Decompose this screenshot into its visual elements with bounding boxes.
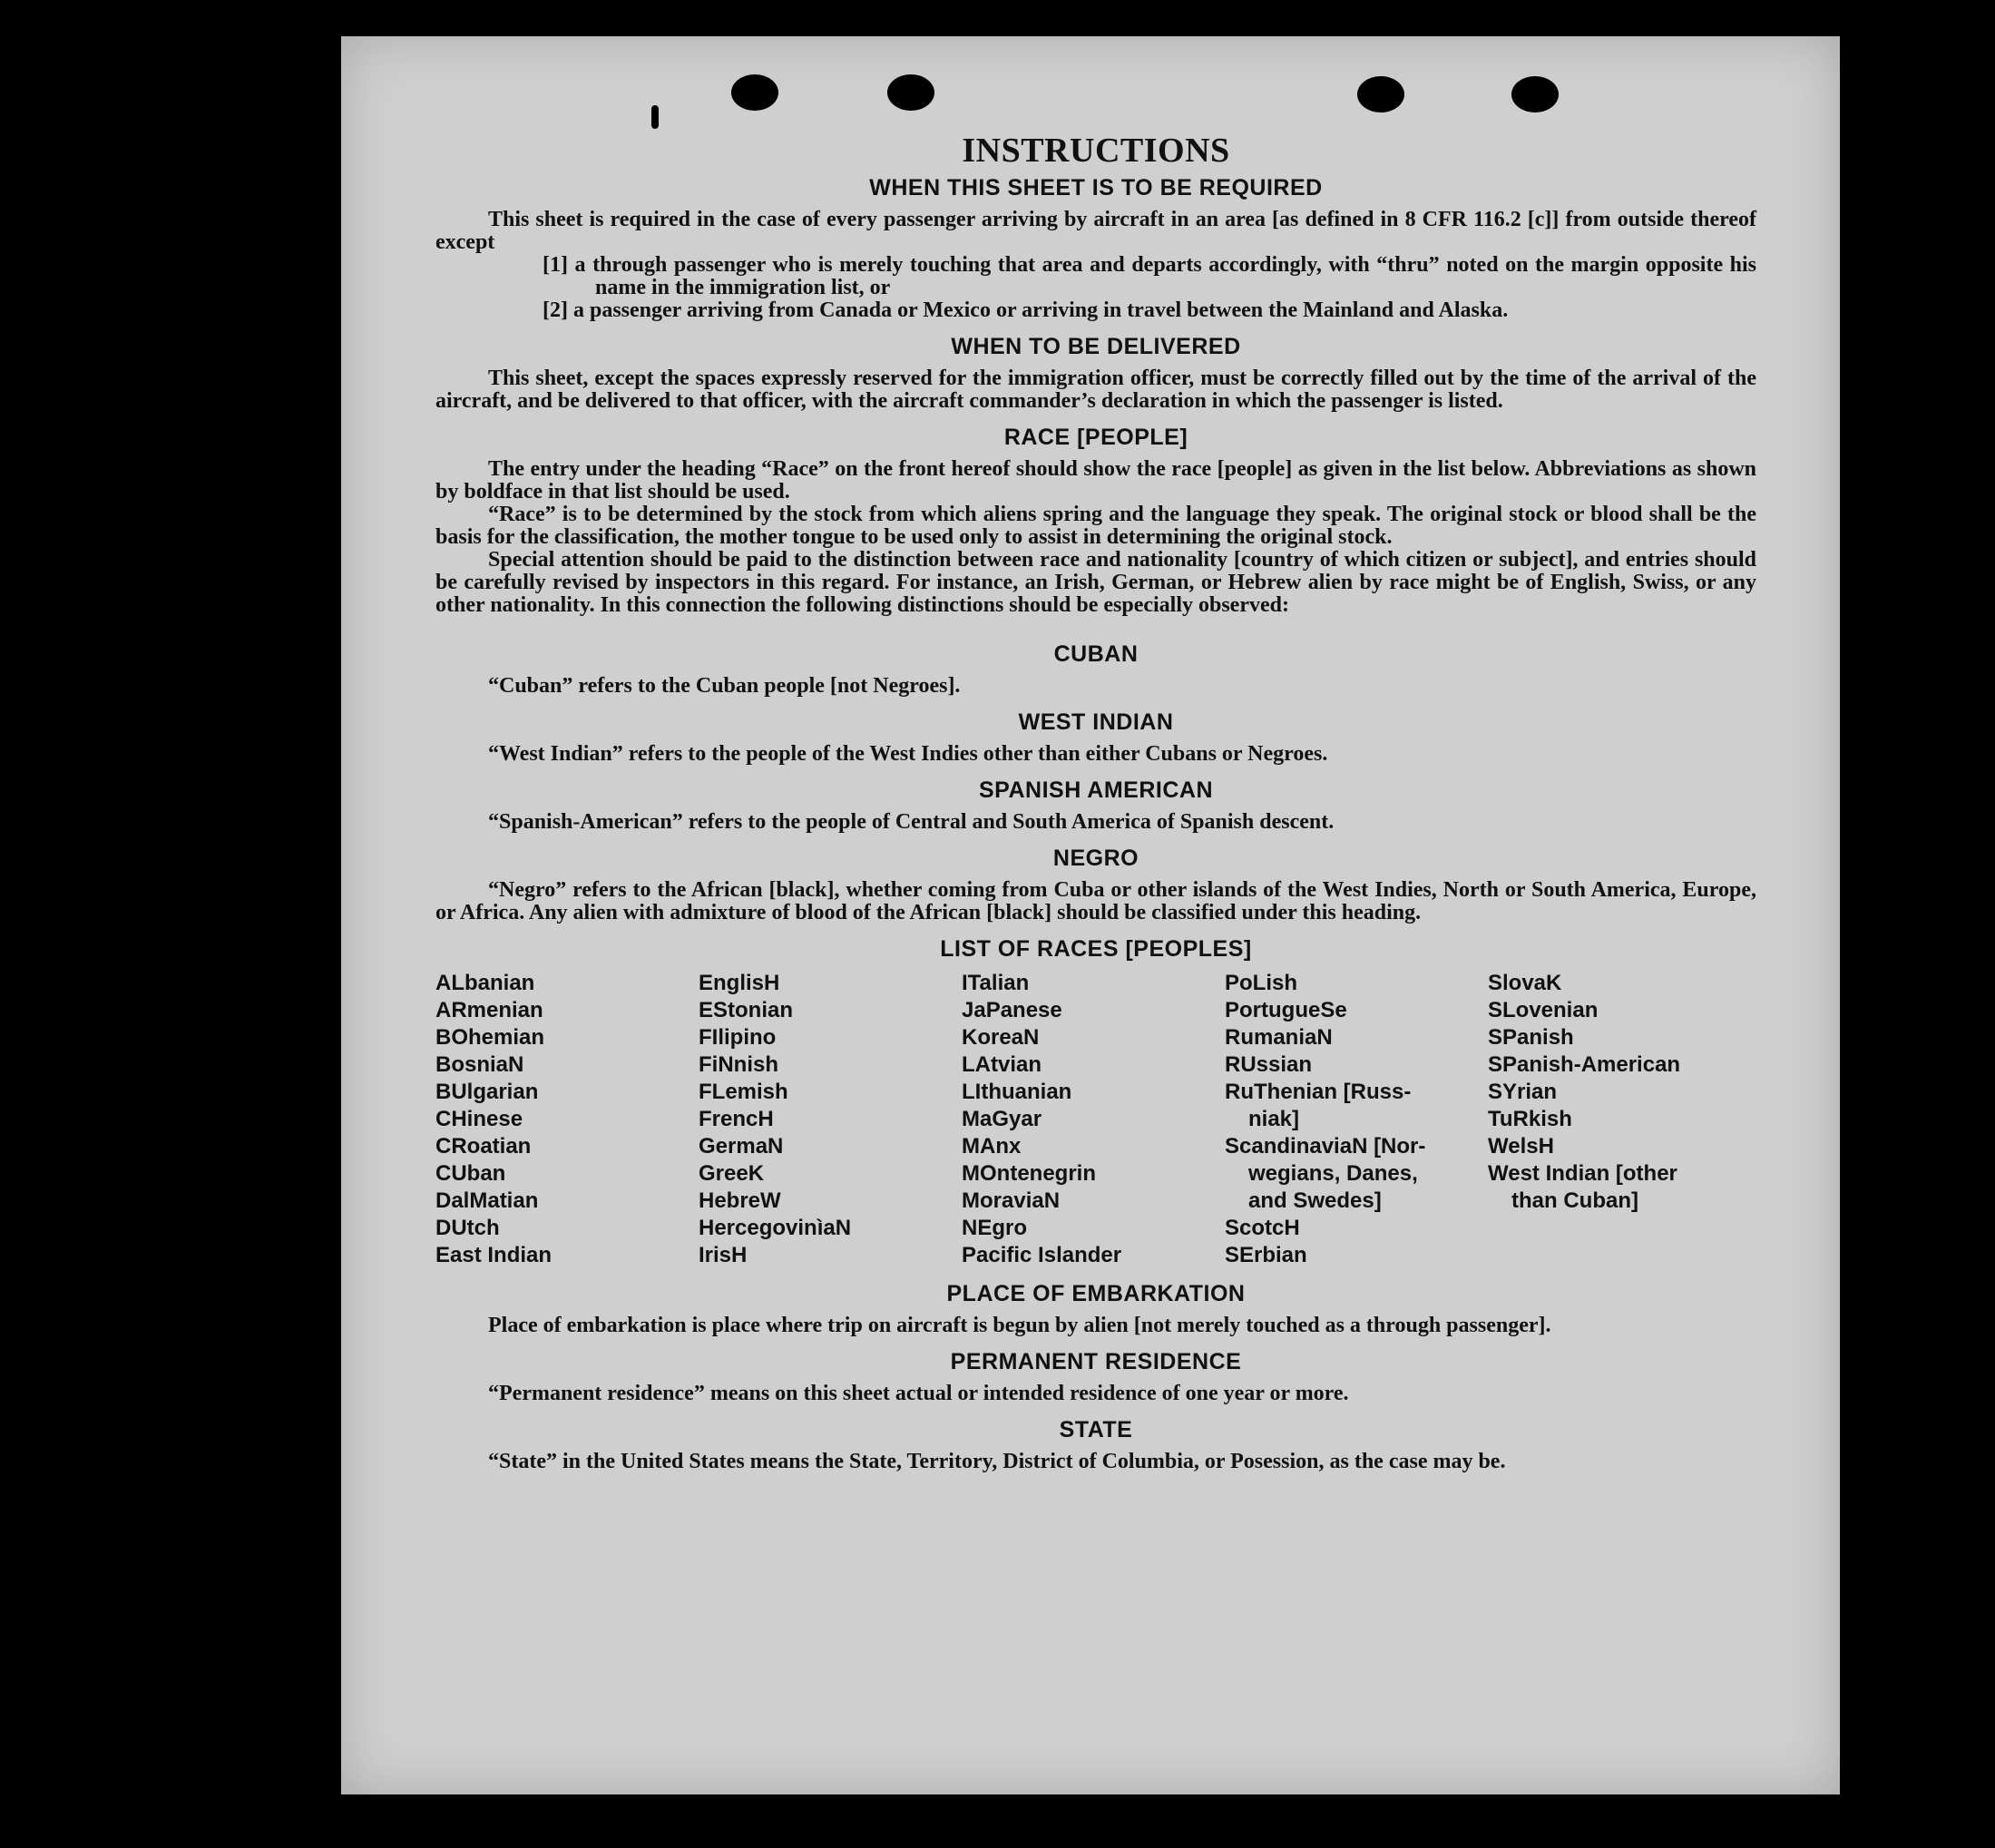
race-entry: HercegovinìaN: [699, 1216, 852, 1240]
section-heading: NEGRO: [1052, 846, 1139, 871]
paragraph: Special attention should be paid to the distinction between race and nationality [country of which citizen or subject], and entries should be carefully revised by inspectors in this regard. For instance, an Irish, German, or Hebrew alien by race might be of English, Swiss, or any other nationality. In this connection the following distinctions should be especially observed:: [435, 548, 1756, 617]
paragraph: The entry under the heading “Race” on the front hereof should show the race [people] as given in the list below. Abbreviations as shown by boldface in that list should be used.: [435, 457, 1756, 504]
race-entry: PortugueSe: [1225, 998, 1347, 1022]
race-entry: SErbian: [1225, 1243, 1307, 1267]
punch-hole: [731, 74, 778, 111]
race-entry: GreeK: [699, 1161, 765, 1186]
instructions-content: [435, 131, 1756, 1473]
race-entry-continued: niak]: [1248, 1107, 1300, 1131]
punch-hole: [1511, 76, 1559, 112]
race-entry: WelsH: [1488, 1134, 1554, 1159]
race-entry: ScandinaviaN [Nor-: [1225, 1134, 1426, 1159]
paragraph: This sheet, except the spaces expressly reserved for the immigration officer, must be correctly filled out by the time of the arrival of the aircraft, and be delivered to that officer, with the aircraft commander’s declaration in which the passenger is listed.: [435, 367, 1756, 413]
race-entry: MaGyar: [962, 1107, 1042, 1131]
race-entry: FiNnish: [699, 1052, 778, 1077]
race-entry: RUssian: [1225, 1052, 1313, 1077]
race-entry: FIlipino: [699, 1025, 777, 1050]
race-entry: ALbanian: [435, 971, 535, 995]
section-heading: CUBAN: [1053, 641, 1139, 667]
races-list: [435, 970, 1756, 1269]
race-entry: SYrian: [1488, 1080, 1558, 1104]
race-entry: DUtch: [435, 1216, 500, 1240]
race-entry: SPanish: [1488, 1025, 1574, 1050]
race-entry: JaPanese: [962, 998, 1062, 1022]
punch-hole: [1357, 76, 1404, 112]
race-entry: EStonian: [699, 998, 794, 1022]
race-entry: DalMatian: [435, 1188, 539, 1213]
exception-item: [2] a passenger arriving from Canada or Mexico or arriving in travel between the Mainland and Alaska.: [543, 298, 1509, 322]
section-heading: PLACE OF EMBARKATION: [946, 1281, 1246, 1306]
race-entry: LAtvian: [962, 1052, 1042, 1077]
race-entry: RumaniaN: [1225, 1025, 1333, 1050]
race-entry: CRoatian: [435, 1134, 532, 1159]
race-entry: EnglisH: [699, 971, 780, 995]
section-heading: WHEN TO BE DELIVERED: [951, 334, 1241, 359]
page-title: INSTRUCTIONS: [962, 132, 1230, 170]
paragraph: “Spanish-American” refers to the people of Central and South America of Spanish descent.: [488, 810, 1335, 834]
race-entry: KoreaN: [962, 1025, 1040, 1050]
race-entry: NEgro: [962, 1216, 1027, 1240]
race-entry: SPanish-American: [1488, 1052, 1681, 1077]
paragraph: This sheet is required in the case of every passenger arriving by aircraft in an area [as defined in 8 CFR 116.2 [c]] from outside thereof except: [435, 208, 1756, 254]
paragraph: “West Indian” refers to the people of the West Indies other than either Cubans or Negroes.: [488, 742, 1328, 766]
race-entry: TuRkish: [1488, 1107, 1572, 1131]
ink-smudge: [651, 105, 659, 129]
race-entry: West Indian [other: [1488, 1161, 1677, 1186]
paragraph: Place of embarkation is place where trip on aircraft is begun by alien [not merely touched as a through passenger].: [488, 1314, 1551, 1337]
race-entry: HebreW: [699, 1188, 781, 1213]
race-entry: BosniaN: [435, 1052, 524, 1077]
races-column: [1225, 970, 1488, 1269]
section-heading: WEST INDIAN: [1018, 709, 1174, 735]
race-entry: IrisH: [699, 1243, 748, 1267]
punch-hole: [887, 74, 934, 111]
race-entry: SLovenian: [1488, 998, 1599, 1022]
exception-item: [1] a through passenger who is merely touching that area and departs accordingly, with “thru” noted on the margin opposite his name in the immigration list, or: [543, 253, 1756, 299]
race-entry: East Indian: [435, 1243, 553, 1267]
race-entry: PoLish: [1225, 971, 1298, 995]
paragraph: “Negro” refers to the African [black], whether coming from Cuba or other islands of the West Indies, North or South America, Europe, or Africa. Any alien with admixture of blood of the African [black] should be classified under this heading.: [435, 878, 1756, 924]
race-entry: RuThenian [Russ-: [1225, 1080, 1412, 1104]
races-column: [699, 970, 962, 1269]
section-heading: WHEN THIS SHEET IS TO BE REQUIRED: [869, 175, 1323, 200]
races-column: [1488, 970, 1751, 1269]
race-entry-continued: than Cuban]: [1511, 1188, 1638, 1213]
race-entry: BUlgarian: [435, 1080, 539, 1104]
paragraph: “Cuban” refers to the Cuban people [not Negroes].: [488, 674, 961, 698]
race-entry: ARmenian: [435, 998, 543, 1022]
paragraph: “State” in the United States means the State, Territory, District of Columbia, or Posession, as the case may be.: [488, 1450, 1506, 1473]
race-entry: FrencH: [699, 1107, 774, 1131]
race-entry: GermaN: [699, 1134, 784, 1159]
race-entry: Pacific Islander: [962, 1243, 1122, 1267]
race-entry: FLemish: [699, 1080, 788, 1104]
section-heading: PERMANENT RESIDENCE: [950, 1349, 1242, 1374]
race-entry: MOntenegrin: [962, 1161, 1096, 1186]
race-entry-continued: and Swedes]: [1248, 1188, 1382, 1213]
race-entry: CUban: [435, 1161, 506, 1186]
race-entry-continued: wegians, Danes,: [1248, 1161, 1418, 1186]
document-page: [341, 36, 1840, 1794]
section-heading: STATE: [1059, 1417, 1133, 1442]
section-heading: RACE [PEOPLE]: [1003, 425, 1188, 450]
race-entry: MoraviaN: [962, 1188, 1061, 1213]
races-heading: LIST OF RACES [PEOPLES]: [940, 936, 1252, 962]
race-entry: SlovaK: [1488, 971, 1562, 995]
race-entry: MAnx: [962, 1134, 1022, 1159]
paragraph: “Permanent residence” means on this sheet actual or intended residence of one year or more.: [488, 1382, 1349, 1405]
race-entry: CHinese: [435, 1107, 523, 1131]
section-heading: SPANISH AMERICAN: [978, 777, 1213, 803]
paragraph: “Race” is to be determined by the stock from which aliens spring and the language they speak. The original stock or blood shall be the basis for the classification, the mother tongue to be used only to assist in determining the original stock.: [435, 503, 1756, 549]
race-entry: BOhemian: [435, 1025, 545, 1050]
race-entry: ITalian: [962, 971, 1030, 995]
race-entry: LIthuanian: [962, 1080, 1072, 1104]
races-column: [435, 970, 699, 1269]
races-column: [962, 970, 1225, 1269]
race-entry: ScotcH: [1225, 1216, 1300, 1240]
